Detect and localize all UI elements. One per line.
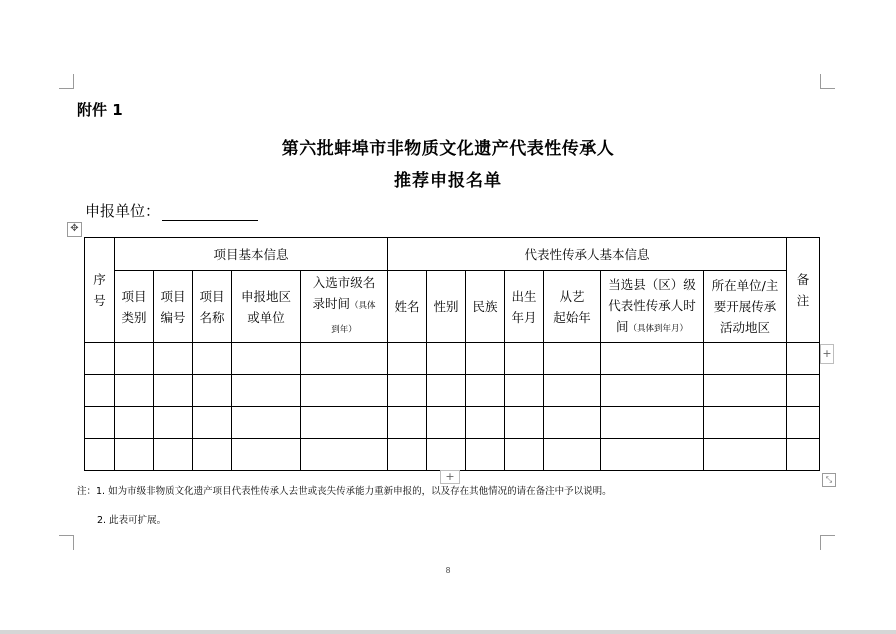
- col-header-city-list-date[interactable]: [301, 271, 388, 343]
- table-cell[interactable]: [85, 343, 115, 375]
- remarks-header-char-2: 注: [796, 293, 810, 308]
- table-cell[interactable]: [427, 375, 466, 407]
- header-line: 间: [615, 318, 629, 334]
- col-header-career-start-year[interactable]: [544, 271, 601, 343]
- header-line: 申报地区: [240, 288, 291, 304]
- table-cell[interactable]: [193, 439, 232, 471]
- table-cell[interactable]: [301, 343, 388, 375]
- page-corner-mark-top-right: [820, 74, 835, 89]
- col-header-ethnicity[interactable]: [466, 271, 505, 343]
- table-cell[interactable]: [115, 439, 154, 471]
- table-row: [85, 343, 820, 375]
- col-header-county-inheritor-date[interactable]: [601, 271, 704, 343]
- header-line: 代表性传承人时: [608, 297, 696, 313]
- table-cell[interactable]: [704, 439, 787, 471]
- document-subtitle: 推荐申报名单: [394, 171, 502, 191]
- header-line: 所在单位/主: [711, 278, 779, 293]
- table-cell[interactable]: [388, 375, 427, 407]
- col-header-region-or-unit[interactable]: [232, 271, 301, 343]
- remarks-header-cell[interactable]: [787, 238, 820, 343]
- col-header-project-number[interactable]: [154, 271, 193, 343]
- header-line: 活动地区: [720, 320, 771, 335]
- page-number: 8: [445, 566, 451, 575]
- table-row: [85, 375, 820, 407]
- table-cell[interactable]: [787, 407, 820, 439]
- header-line: 性别: [433, 299, 459, 314]
- table-cell[interactable]: [704, 375, 787, 407]
- table-cell[interactable]: [115, 343, 154, 375]
- remarks-header-char-1: 备: [796, 272, 810, 287]
- table-cell[interactable]: [544, 375, 601, 407]
- table-cell[interactable]: [601, 375, 704, 407]
- table-cell[interactable]: [466, 343, 505, 375]
- table-cell[interactable]: [704, 343, 787, 375]
- table-cell[interactable]: [466, 407, 505, 439]
- table-cell[interactable]: [85, 407, 115, 439]
- attachment-label: 附件 1: [77, 101, 123, 119]
- table-cell[interactable]: [505, 439, 544, 471]
- col-header-birth-date[interactable]: [505, 271, 544, 343]
- table-cell[interactable]: [154, 407, 193, 439]
- col-header-gender[interactable]: [427, 271, 466, 343]
- table-cell[interactable]: [85, 439, 115, 471]
- inheritor-info-group-header[interactable]: 代表性传承人基本信息: [388, 238, 787, 271]
- table-cell[interactable]: [427, 407, 466, 439]
- col-header-project-category[interactable]: [115, 271, 154, 343]
- table-cell[interactable]: [154, 343, 193, 375]
- header-line: 项目: [160, 288, 186, 304]
- header-line: 出生: [511, 288, 537, 304]
- table-cell[interactable]: [427, 343, 466, 375]
- header-line: 年月: [511, 309, 537, 325]
- reporting-unit-field[interactable]: [85, 200, 258, 221]
- table-resize-icon[interactable]: ⤡: [822, 473, 836, 487]
- add-row-plus-icon[interactable]: +: [440, 470, 460, 484]
- table-cell[interactable]: [301, 375, 388, 407]
- table-cell[interactable]: [232, 439, 301, 471]
- header-line: 录时间: [312, 296, 350, 311]
- col-header-project-name[interactable]: [193, 271, 232, 343]
- table-cell[interactable]: [787, 375, 820, 407]
- table-cell[interactable]: [388, 439, 427, 471]
- footnote-2: 2. 此表可扩展。: [97, 515, 167, 526]
- header-line: 姓名: [394, 299, 420, 314]
- project-info-group-header[interactable]: 项目基本信息: [115, 238, 388, 271]
- table-cell[interactable]: [301, 407, 388, 439]
- nominee-table: [84, 237, 820, 471]
- header-line: 编号: [160, 309, 186, 325]
- table-cell[interactable]: [115, 375, 154, 407]
- page-corner-mark-top-left: [59, 74, 74, 89]
- header-line: 当选县（区）级: [608, 276, 696, 292]
- table-cell[interactable]: [704, 407, 787, 439]
- table-cell[interactable]: [388, 343, 427, 375]
- table-cell[interactable]: [85, 375, 115, 407]
- seq-header-char-2: 号: [93, 293, 106, 308]
- table-cell[interactable]: [115, 407, 154, 439]
- table-cell[interactable]: [193, 407, 232, 439]
- reporting-unit-blank[interactable]: [162, 204, 258, 221]
- table-cell[interactable]: [154, 439, 193, 471]
- table-cell[interactable]: [466, 375, 505, 407]
- header-note: 到年）: [331, 325, 357, 335]
- table-row: [85, 407, 820, 439]
- col-header-name[interactable]: [388, 271, 427, 343]
- table-cell[interactable]: [787, 439, 820, 471]
- table-cell[interactable]: [601, 407, 704, 439]
- seq-header-cell[interactable]: [85, 238, 115, 343]
- table-cell[interactable]: [193, 343, 232, 375]
- table-cell[interactable]: [544, 439, 601, 471]
- header-line: 类别: [121, 309, 147, 325]
- col-header-work-unit-region[interactable]: [704, 271, 787, 343]
- header-line: 项目: [121, 288, 147, 304]
- header-line: 从艺: [559, 288, 585, 304]
- table-cell[interactable]: [193, 375, 232, 407]
- table-row: [85, 439, 820, 471]
- seq-header-char-1: 序: [93, 272, 106, 287]
- page-corner-mark-bottom-right: [820, 535, 835, 550]
- header-line: 起始年: [553, 309, 591, 325]
- table-cell[interactable]: [544, 343, 601, 375]
- header-line: 民族: [472, 299, 498, 314]
- table-cell[interactable]: [232, 343, 301, 375]
- table-cell[interactable]: [544, 407, 601, 439]
- table-cell[interactable]: [601, 439, 704, 471]
- table-cell[interactable]: [505, 343, 544, 375]
- table-cell[interactable]: [505, 407, 544, 439]
- table-cell[interactable]: [232, 375, 301, 407]
- table-cell[interactable]: [232, 407, 301, 439]
- page-corner-mark-bottom-left: [59, 535, 74, 550]
- header-line: 项目: [199, 288, 225, 304]
- table-cell[interactable]: [388, 407, 427, 439]
- table-move-icon[interactable]: ✥: [67, 222, 82, 237]
- header-line: 要开展传承: [713, 299, 777, 314]
- header-note: （具体到年月）: [628, 323, 689, 334]
- table-cell[interactable]: [601, 343, 704, 375]
- document-title: 第六批蚌埠市非物质文化遗产代表性传承人: [281, 139, 615, 159]
- add-column-plus-icon[interactable]: +: [820, 344, 834, 364]
- table-cell[interactable]: [301, 439, 388, 471]
- table-cell[interactable]: [427, 439, 466, 471]
- table-cell[interactable]: [466, 439, 505, 471]
- header-note: （具体: [350, 301, 376, 311]
- header-line: 名称: [199, 309, 225, 325]
- table-cell[interactable]: [787, 343, 820, 375]
- header-line: 或单位: [247, 309, 285, 325]
- table-cell[interactable]: [505, 375, 544, 407]
- page-bottom-edge: [0, 630, 896, 634]
- table-cell[interactable]: [154, 375, 193, 407]
- reporting-unit-label: 申报单位：: [85, 202, 161, 220]
- footnote-1: 注：1. 如为市级非物质文化遗产项目代表性传承人去世或丧失传承能力重新申报的，以及存在其他情况的请在备注中予以说明。: [77, 486, 612, 497]
- header-line: 入选市级名: [312, 275, 376, 290]
